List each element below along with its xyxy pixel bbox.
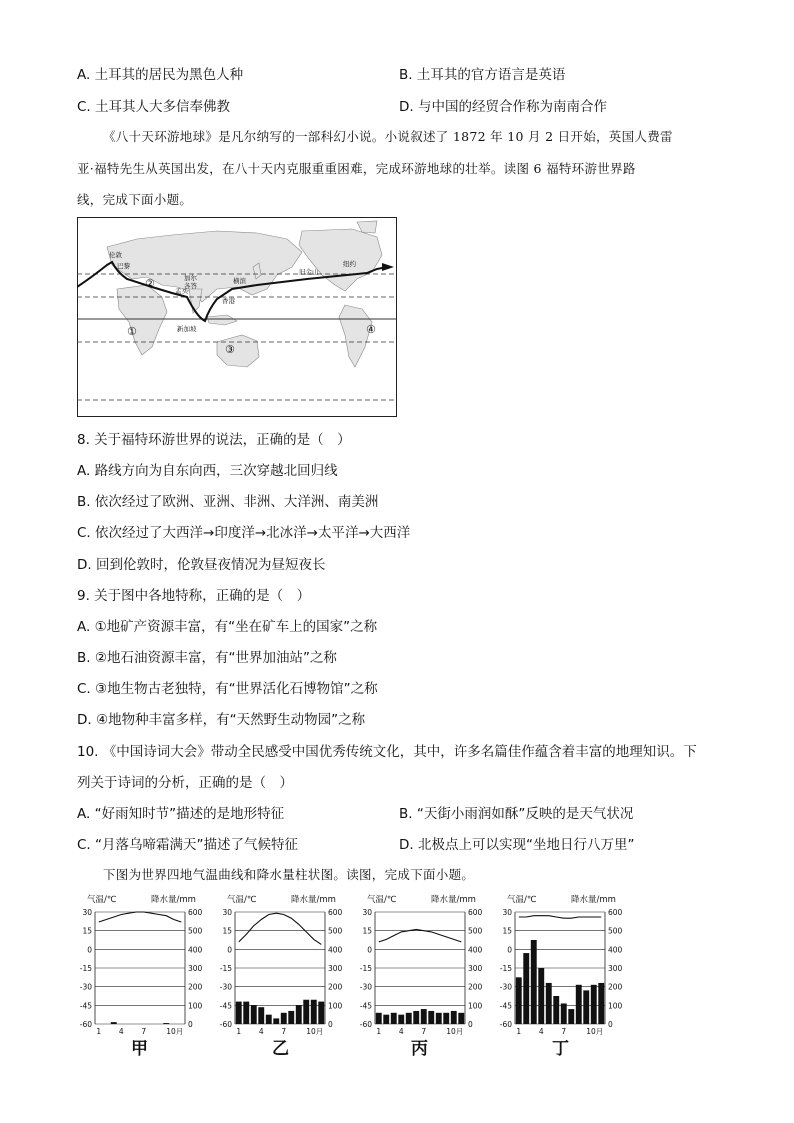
precip-tick-label: 500 (328, 926, 343, 936)
precip-bar (236, 1002, 242, 1024)
precip-bar (421, 1009, 427, 1024)
map-label-sanfrancisco: 旧金山 (299, 268, 319, 276)
precip-tick-label: 100 (328, 1001, 343, 1011)
precip-bar (591, 985, 597, 1024)
map-label-bombay: 孟买 (175, 287, 188, 295)
x-tick-label: 10月 (166, 1027, 184, 1036)
precip-bar (383, 1015, 389, 1024)
precip-bar (553, 996, 559, 1024)
precip-tick-label: 0 (188, 1020, 193, 1029)
precip-axis-title: 降水量/mm (571, 895, 616, 905)
temp-tick-label: -15 (359, 964, 372, 973)
map-label-newyork: 纽约 (343, 260, 356, 268)
temp-tick-label: -45 (499, 1001, 512, 1011)
precip-tick-label: 400 (328, 945, 343, 955)
q8-option-d: D. 回到伦敦时，伦敦昼夜情况为昼短夜长 (77, 557, 326, 573)
precip-tick-label: 200 (328, 982, 343, 992)
precip-tick-label: 100 (608, 1001, 623, 1011)
chart-label-bing: 丙 (411, 1039, 428, 1059)
precip-tick-label: 500 (468, 926, 483, 936)
temp-tick-label: -60 (359, 1020, 372, 1029)
temp-tick-label: 0 (367, 945, 372, 955)
temp-tick-label: 0 (227, 945, 232, 955)
precip-tick-label: 600 (328, 908, 343, 917)
precip-tick-label: 500 (188, 926, 203, 936)
intro1-line2: 亚·福特先生从英国出发，在八十天内克服重重困难，完成环游地球的壮举。读图 6 福特环游世界路 (77, 161, 636, 176)
map-label-paris: 巴黎 (117, 262, 130, 270)
temp-tick-label: -15 (499, 964, 512, 973)
q8-option-b: B. 依次经过了欧洲、亚洲、非洲、大洋洲、南美洲 (77, 494, 379, 510)
marker-3: ③ (225, 343, 235, 356)
x-tick-label: 4 (538, 1027, 544, 1036)
precip-bar (258, 1007, 264, 1024)
precip-bar (311, 1000, 317, 1024)
temp-tick-label: 30 (222, 908, 232, 917)
q10-stem-line2: 列关于诗词的分析，正确的是（ ） (77, 775, 293, 791)
temp-axis-title: 气温/℃ (507, 895, 537, 905)
precip-bar (303, 1000, 309, 1024)
x-tick-label: 7 (281, 1027, 287, 1036)
q10-option-c: C. “月落乌啼霜满天”描述了气候特征 (77, 837, 298, 853)
chart-label-ding: 丁 (552, 1039, 569, 1059)
map-label-hongkong: 香港 (222, 297, 235, 305)
temp-tick-label: -60 (79, 1020, 92, 1029)
temp-tick-label: -45 (79, 1001, 92, 1011)
q8-option-c: C. 依次经过了大西洋→印度洋→北冰洋→太平洋→大西洋 (77, 525, 411, 541)
temperature-line (239, 913, 321, 944)
q9-stem: 9. 关于图中各地特称，正确的是（ ） (77, 588, 311, 604)
temp-axis-title: 气温/℃ (367, 895, 397, 905)
x-tick-label: 1 (376, 1027, 382, 1036)
q9-option-c: C. ③地生物古老独特，有“世界活化石博物馆”之称 (77, 681, 378, 697)
marker-4: ④ (366, 323, 376, 336)
precip-axis-title: 降水量/mm (291, 895, 336, 905)
x-tick-label: 1 (96, 1027, 102, 1036)
temperature-line (99, 912, 182, 922)
q10-option-a: A. “好雨知时节”描述的是地形特征 (77, 806, 285, 822)
precip-tick-label: 0 (468, 1020, 473, 1029)
precip-bar (163, 1023, 169, 1024)
precip-bar (251, 1005, 257, 1024)
temperature-line (519, 916, 602, 919)
q8-stem: 8. 关于福特环游世界的说法，正确的是（ ） (77, 432, 351, 448)
temp-axis-title: 气温/℃ (227, 895, 257, 905)
precip-bar (243, 1002, 249, 1024)
q9-option-d: D. ④地物种丰富多样，有“天然野生动物园”之称 (77, 712, 366, 728)
chart-label-jia: 甲 (131, 1039, 148, 1059)
q10-option-d: D. 北极点上可以实现“坐地日行八万里” (399, 837, 635, 853)
precip-bar (273, 1018, 279, 1024)
temp-tick-label: -60 (219, 1020, 232, 1029)
temp-tick-label: -45 (219, 1001, 232, 1011)
map-label-calcutta1: 加尔 (184, 274, 197, 282)
q7-option-a: A. 土耳其的居民为黑色人种 (77, 67, 244, 83)
precip-bar (406, 1013, 412, 1024)
temp-tick-label: 15 (82, 926, 92, 936)
climate-chart-1 (80, 894, 203, 1036)
precip-bar (546, 983, 552, 1024)
map-label-singapore: 新加坡 (177, 325, 197, 333)
map-label-yokohama: 横滨 (233, 277, 246, 285)
precip-tick-label: 600 (608, 908, 623, 917)
q7-option-d: D. 与中国的经贸合作称为南南合作 (399, 99, 607, 115)
temp-tick-label: 15 (222, 926, 232, 936)
precip-tick-label: 400 (188, 945, 203, 955)
temp-tick-label: -15 (219, 964, 232, 973)
precip-tick-label: 500 (608, 926, 623, 936)
x-tick-label: 10月 (586, 1027, 604, 1036)
chart-label-yi: 乙 (272, 1039, 289, 1059)
temp-tick-label: 30 (82, 908, 92, 917)
precip-bar (111, 1022, 117, 1024)
x-tick-label: 10月 (306, 1027, 324, 1036)
precip-bar (451, 1011, 457, 1024)
x-tick-label: 4 (258, 1027, 264, 1036)
x-tick-label: 1 (236, 1027, 242, 1036)
q7-option-c: C. 土耳其人大多信奉佛教 (77, 99, 231, 115)
temp-tick-label: -30 (79, 982, 92, 992)
q9-option-a: A. ①地矿产资源丰富，有“坐在矿车上的国家”之称 (77, 619, 378, 635)
precip-bar (296, 1005, 302, 1024)
climate-chart-2 (220, 894, 343, 1036)
temp-tick-label: 30 (502, 908, 512, 917)
precip-bar (568, 1009, 574, 1024)
precip-tick-label: 300 (188, 964, 203, 973)
precip-bar (413, 1011, 419, 1024)
map-label-london: 伦敦 (109, 251, 122, 259)
q8-option-a: A. 路线方向为自东向西，三次穿越北回归线 (77, 463, 338, 479)
precip-bar (281, 1013, 287, 1024)
temp-tick-label: 15 (502, 926, 512, 936)
q10-option-b: B. “天街小雨润如酥”反映的是天气状况 (399, 806, 634, 822)
precip-bar (443, 1013, 449, 1024)
precip-bar (318, 1002, 324, 1024)
temp-tick-label: 0 (507, 945, 512, 955)
precip-bar (531, 940, 537, 1024)
precip-bar (458, 1013, 464, 1024)
precip-bar (288, 1011, 294, 1024)
precip-bar (436, 1013, 442, 1024)
q10-stem-line1: 10. 《中国诗词大会》带动全民感受中国优秀传统文化，其中，许多名篇佳作蕴含着丰富的地理知识。下 (77, 744, 697, 760)
precip-tick-label: 200 (608, 982, 623, 992)
precip-bar (428, 1011, 434, 1024)
temp-tick-label: -15 (79, 964, 92, 973)
precip-bar (391, 1013, 397, 1024)
precip-tick-label: 300 (468, 964, 483, 973)
precip-tick-label: 100 (468, 1001, 483, 1011)
precip-tick-label: 400 (468, 945, 483, 955)
temp-tick-label: -30 (499, 982, 512, 992)
precip-tick-label: 0 (328, 1020, 333, 1029)
temp-tick-label: 0 (87, 945, 92, 955)
climate-chart-3 (360, 894, 483, 1036)
intro2: 下图为世界四地气温曲线和降水量柱状图。读图，完成下面小题。 (103, 867, 475, 882)
temp-tick-label: -45 (359, 1001, 372, 1011)
precip-tick-label: 0 (608, 1020, 613, 1029)
intro1-line1: 《八十天环游地球》是凡尔纳写的一部科幻小说。小说叙述了 1872 年 10 月 2 日开始，英国人费雷 (103, 129, 673, 144)
x-tick-label: 4 (118, 1027, 124, 1036)
precip-axis-title: 降水量/mm (151, 895, 196, 905)
precip-tick-label: 300 (328, 964, 343, 973)
precip-bar (398, 1015, 404, 1024)
precip-bar (516, 977, 522, 1024)
precip-bar (523, 953, 529, 1024)
temp-axis-title: 气温/℃ (87, 895, 117, 905)
precip-bar (583, 990, 589, 1024)
map-label-calcutta2: 各答 (184, 282, 197, 290)
x-tick-label: 7 (421, 1027, 427, 1036)
x-tick-label: 7 (561, 1027, 567, 1036)
temp-tick-label: -30 (219, 982, 232, 992)
temp-tick-label: 30 (362, 908, 372, 917)
precip-bar (376, 1013, 382, 1024)
temperature-line (379, 929, 462, 942)
temp-tick-label: -60 (499, 1020, 512, 1029)
precip-tick-label: 600 (188, 908, 203, 917)
marker-1: ① (127, 325, 137, 338)
precip-bar (266, 1015, 272, 1024)
intro1-line3: 线，完成下面小题。 (77, 192, 193, 207)
marker-2: ② (145, 277, 155, 290)
precip-tick-label: 200 (188, 982, 203, 992)
precip-bar (598, 983, 604, 1024)
precip-tick-label: 100 (188, 1001, 203, 1011)
x-tick-label: 10月 (446, 1027, 464, 1036)
precip-axis-title: 降水量/mm (431, 895, 476, 905)
x-tick-label: 4 (398, 1027, 404, 1036)
precip-bar (561, 1003, 567, 1024)
climate-chart-4 (500, 894, 623, 1036)
q9-option-b: B. ②地石油资源丰富，有“世界加油站”之称 (77, 650, 337, 666)
precip-tick-label: 600 (468, 908, 483, 917)
world-route-map (77, 217, 397, 417)
precip-bar (576, 985, 582, 1024)
temp-tick-label: -30 (359, 982, 372, 992)
precip-bar (538, 968, 544, 1024)
precip-tick-label: 400 (608, 945, 623, 955)
q7-option-b: B. 土耳其的官方语言是英语 (399, 67, 566, 83)
x-tick-label: 1 (516, 1027, 522, 1036)
precip-tick-label: 300 (608, 964, 623, 973)
temp-tick-label: 15 (362, 926, 372, 936)
x-tick-label: 7 (141, 1027, 147, 1036)
precip-tick-label: 200 (468, 982, 483, 992)
